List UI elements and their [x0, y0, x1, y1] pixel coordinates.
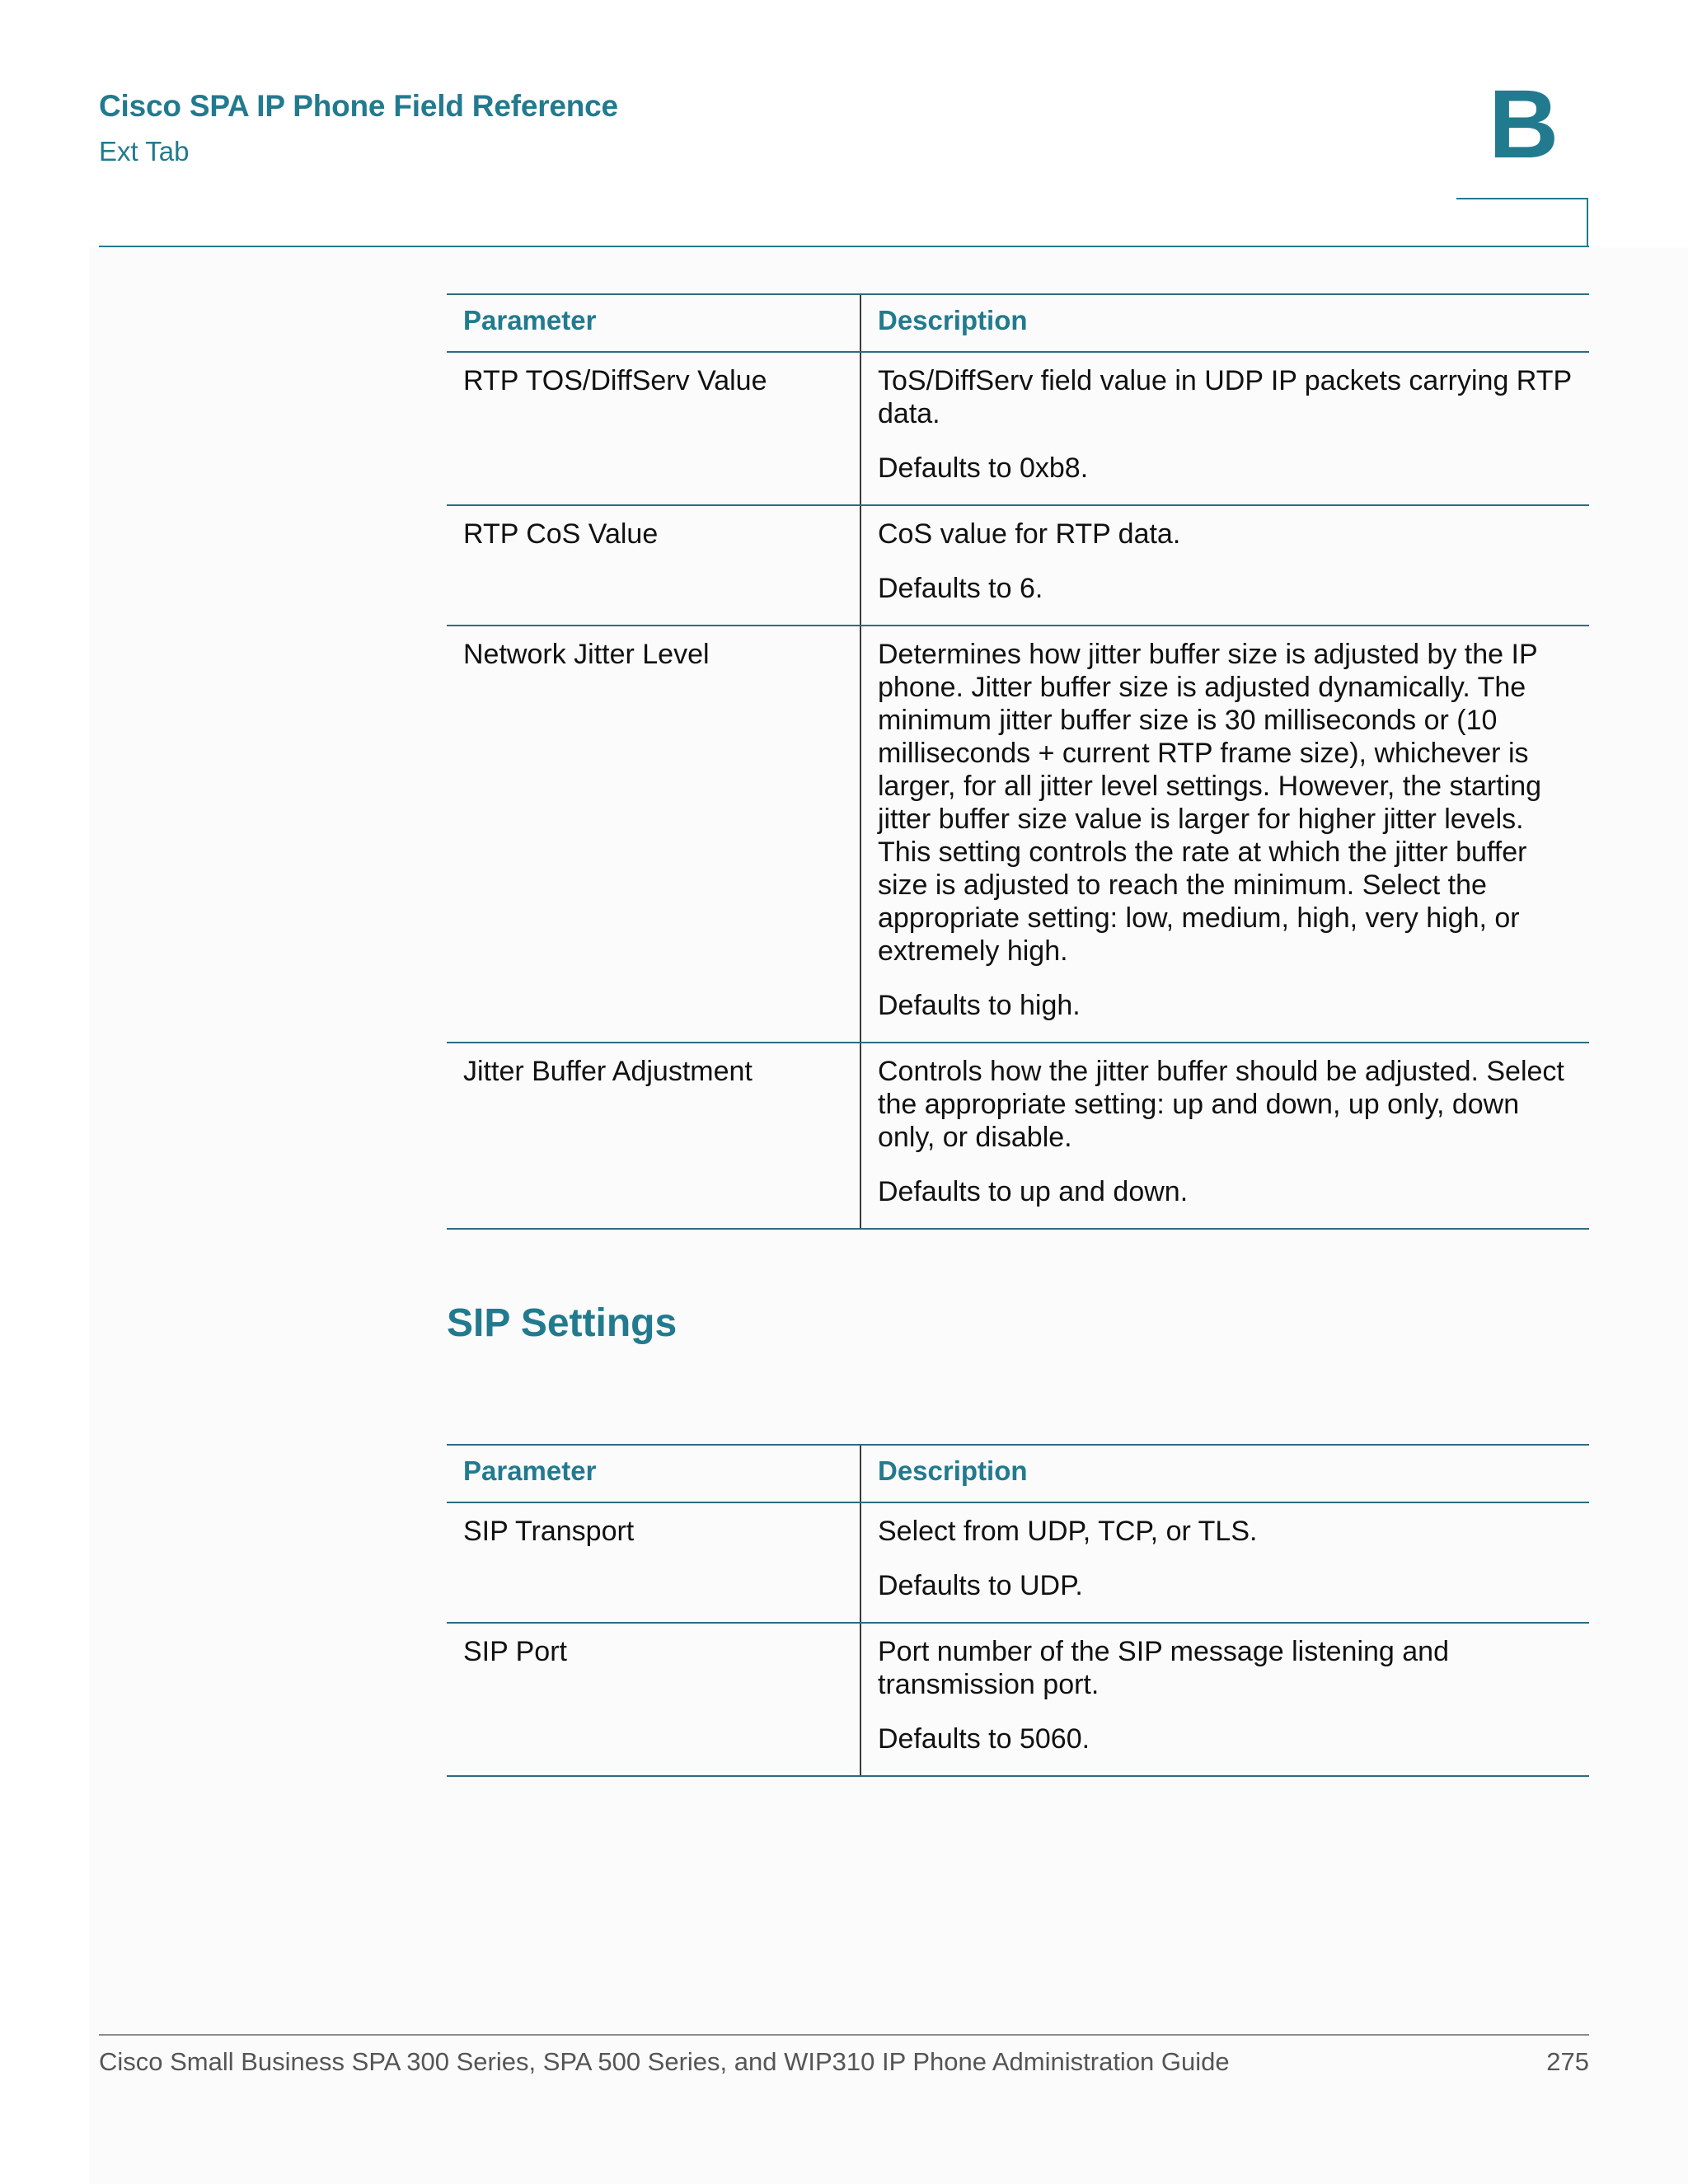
parameter-description — [860, 626, 1589, 1043]
footer-divider — [99, 2034, 1589, 2036]
appendix-tab-marker — [1456, 198, 1588, 246]
default-value-text: Defaults to 0xb8. — [878, 452, 1089, 484]
column-header-parameter: Parameter — [447, 294, 860, 352]
column-header-parameter: Parameter — [447, 1445, 860, 1502]
sip-parameter-table — [447, 1444, 1589, 1777]
table-row — [447, 505, 1589, 626]
description-text: ToS/DiffServ field value in UDP IP packets carrying RTP data. — [878, 365, 1572, 429]
parameter-name: SIP Transport — [447, 1502, 860, 1623]
column-header-description: Description — [860, 294, 1589, 352]
default-value-text: Defaults to 5060. — [878, 1723, 1090, 1755]
parameter-name: RTP TOS/DiffServ Value — [447, 352, 860, 505]
description-text: Select from UDP, TCP, or TLS. — [878, 1516, 1258, 1547]
appendix-letter: B — [1489, 70, 1559, 179]
description-text: Controls how the jitter buffer should be adjusted. Select the appropriate setting: up and down, up only, down only, or disable. — [878, 1056, 1564, 1153]
document-title: Cisco SPA IP Phone Field Reference — [99, 89, 618, 123]
parameter-description — [860, 505, 1589, 626]
footer-guide-title: Cisco Small Business SPA 300 Series, SPA 500 Series, and WIP310 IP Phone Administration Guide — [99, 2047, 1230, 2076]
parameter-description — [860, 1502, 1589, 1623]
rtp-parameter-table — [447, 293, 1589, 1230]
default-value-text: Defaults to 6. — [878, 573, 1043, 604]
default-value-text: Defaults to up and down. — [878, 1176, 1189, 1207]
header-divider — [99, 246, 1589, 247]
section-heading: SIP Settings — [447, 1301, 678, 1345]
page-number: 275 — [1546, 2047, 1589, 2076]
parameter-description — [860, 1623, 1589, 1776]
parameter-description — [860, 1043, 1589, 1229]
parameter-name: Jitter Buffer Adjustment — [447, 1043, 860, 1229]
parameter-description — [860, 352, 1589, 505]
default-value-text: Defaults to UDP. — [878, 1570, 1083, 1601]
parameter-name: Network Jitter Level — [447, 626, 860, 1043]
table-row — [447, 1502, 1589, 1623]
description-text: CoS value for RTP data. — [878, 518, 1181, 550]
section-subtitle: Ext Tab — [99, 136, 190, 166]
table-header-row — [447, 1445, 1589, 1502]
description-text: Determines how jitter buffer size is adjusted by the IP phone. Jitter buffer size is adjusted dynamically. The minimum jitter buffer size is 30 milliseconds or (10 milliseconds + current RTP frame size), whichever is larger, for all jitter level settings. However, the starting jitter buffer size value is larger for higher jitter levels. This setting controls the rate at which the jitter buffer size is adjusted to reach the minimum. Select the appropriate setting: low, medium, high, very high, or extremely high. — [878, 639, 1542, 967]
table-header-row — [447, 294, 1589, 352]
table-row — [447, 1623, 1589, 1776]
table-row — [447, 352, 1589, 505]
parameter-name: RTP CoS Value — [447, 505, 860, 626]
description-text: Port number of the SIP message listening and transmission port. — [878, 1636, 1449, 1700]
default-value-text: Defaults to high. — [878, 990, 1081, 1021]
column-header-description: Description — [860, 1445, 1589, 1502]
table-row — [447, 626, 1589, 1043]
parameter-name: SIP Port — [447, 1623, 860, 1776]
table-row — [447, 1043, 1589, 1229]
